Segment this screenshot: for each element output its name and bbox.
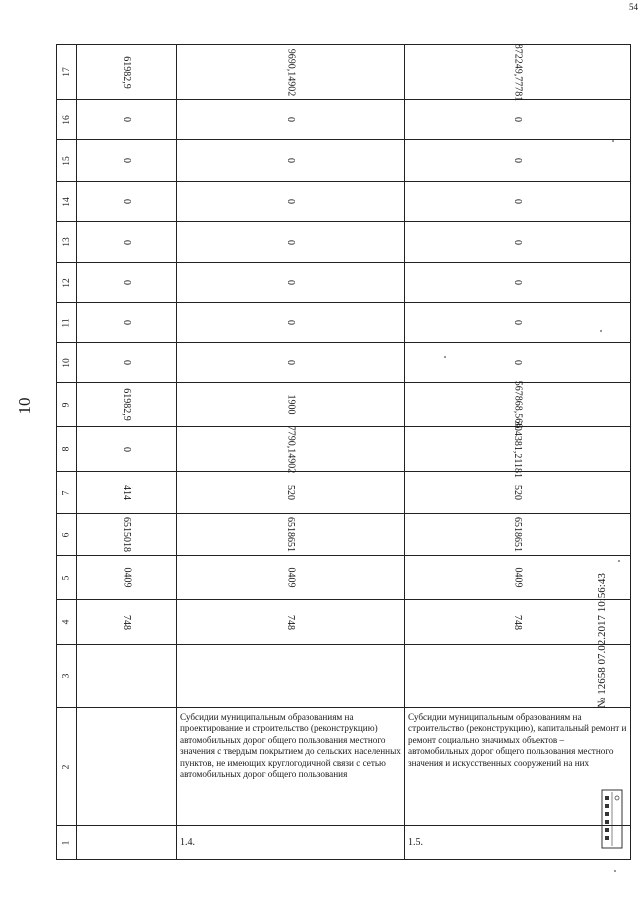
row-description [405,708,631,826]
table-cell: 0 [405,140,631,182]
page-number: 10 [15,397,34,415]
table-cell: 0 [177,222,405,263]
row-number: 1.5. [405,826,631,860]
table-cell: 748 [405,600,631,645]
column-header: 17 [57,45,77,100]
column-header: 12 [57,263,77,303]
table-cell: 7790,14902 [177,427,405,472]
table-cell: 748 [77,600,177,645]
table-cell: 0 [405,182,631,222]
table-cell: 0409 [177,556,405,600]
column-header: 6 [57,514,77,556]
table-cell: 0 [405,303,631,343]
registration-stamp: № 12658 07.02.2017 10:56:43 [596,573,608,708]
column-header: 9 [57,383,77,427]
table-cell: 0 [177,100,405,140]
table-cell: 0 [405,263,631,303]
table-cell [77,826,177,860]
table-cell: 0 [77,343,177,383]
column-header: 7 [57,472,77,514]
table-cell: 0 [177,182,405,222]
table-cell: 872249,77781 [405,45,631,100]
row-number: 1.4. [177,826,405,860]
table-cell: 0409 [405,556,631,600]
scan-speck [614,870,616,872]
scan-speck [600,330,602,332]
table-cell: 567868,566 [405,383,631,427]
table-cell: 0 [405,100,631,140]
table-cell: 0409 [77,556,177,600]
table-cell: 0 [405,343,631,383]
table-cell: 0 [177,263,405,303]
description-text: Субсидии муниципальным образованиям на проектирование и строительство (реконструкцию) автомобильных дорог общего пользования местного значения с твердым покрытием до сельских населенных пунктов, не имеющих круглогодичной связи с сетью автомобильных дорог общего пользования [180,712,401,780]
table-cell: 0 [405,222,631,263]
table-cell: 0 [77,427,177,472]
corner-mark: 54 [629,2,638,12]
table-cell: 6515018 [77,514,177,556]
table-cell: 1900 [177,383,405,427]
column-header: 15 [57,140,77,182]
table-cell: 0 [77,100,177,140]
column-header: 10 [57,343,77,383]
table-cell [77,708,177,826]
table-cell: 6518651 [405,514,631,556]
scan-speck [618,560,620,562]
column-header: 14 [57,182,77,222]
table-cell [177,645,405,708]
table-cell: 0 [77,222,177,263]
column-header: 16 [57,100,77,140]
table-cell: 61982,9 [77,383,177,427]
table-cell: 61982,9 [77,45,177,100]
column-header: 13 [57,222,77,263]
column-header: 8 [57,427,77,472]
table-cell: 0 [177,140,405,182]
office-logo-stamp [600,788,624,850]
column-header: 11 [57,303,77,343]
table-cell: 9690,14902 [177,45,405,100]
table-cell: 414 [77,472,177,514]
description-text: Субсидии муниципальным образованиям на строительство (реконструкцию), капитальный ремонт и ремонт социально значимых объектов – автомобильных дорог общего пользования местного значения и искусственных сооружений на них [408,712,627,768]
table-cell: 0 [77,140,177,182]
table-cell: 0 [77,263,177,303]
table-cell: 748 [177,600,405,645]
table-cell: 0 [177,343,405,383]
scan-speck [612,140,614,142]
scan-speck [444,356,446,358]
column-header: 5 [57,556,77,600]
table-cell: 6518651 [177,514,405,556]
column-header: 3 [57,645,77,708]
table-cell: 520 [405,472,631,514]
table-cell: 520 [177,472,405,514]
column-header: 2 [57,708,77,826]
table-cell [77,645,177,708]
table-cell: 0 [177,303,405,343]
budget-table [56,44,631,860]
table-cell: 0 [77,182,177,222]
column-header: 1 [57,826,77,860]
table-cell: 0 [77,303,177,343]
table-cell: 304381,21181 [405,427,631,472]
row-description [177,708,405,826]
column-header: 4 [57,600,77,645]
